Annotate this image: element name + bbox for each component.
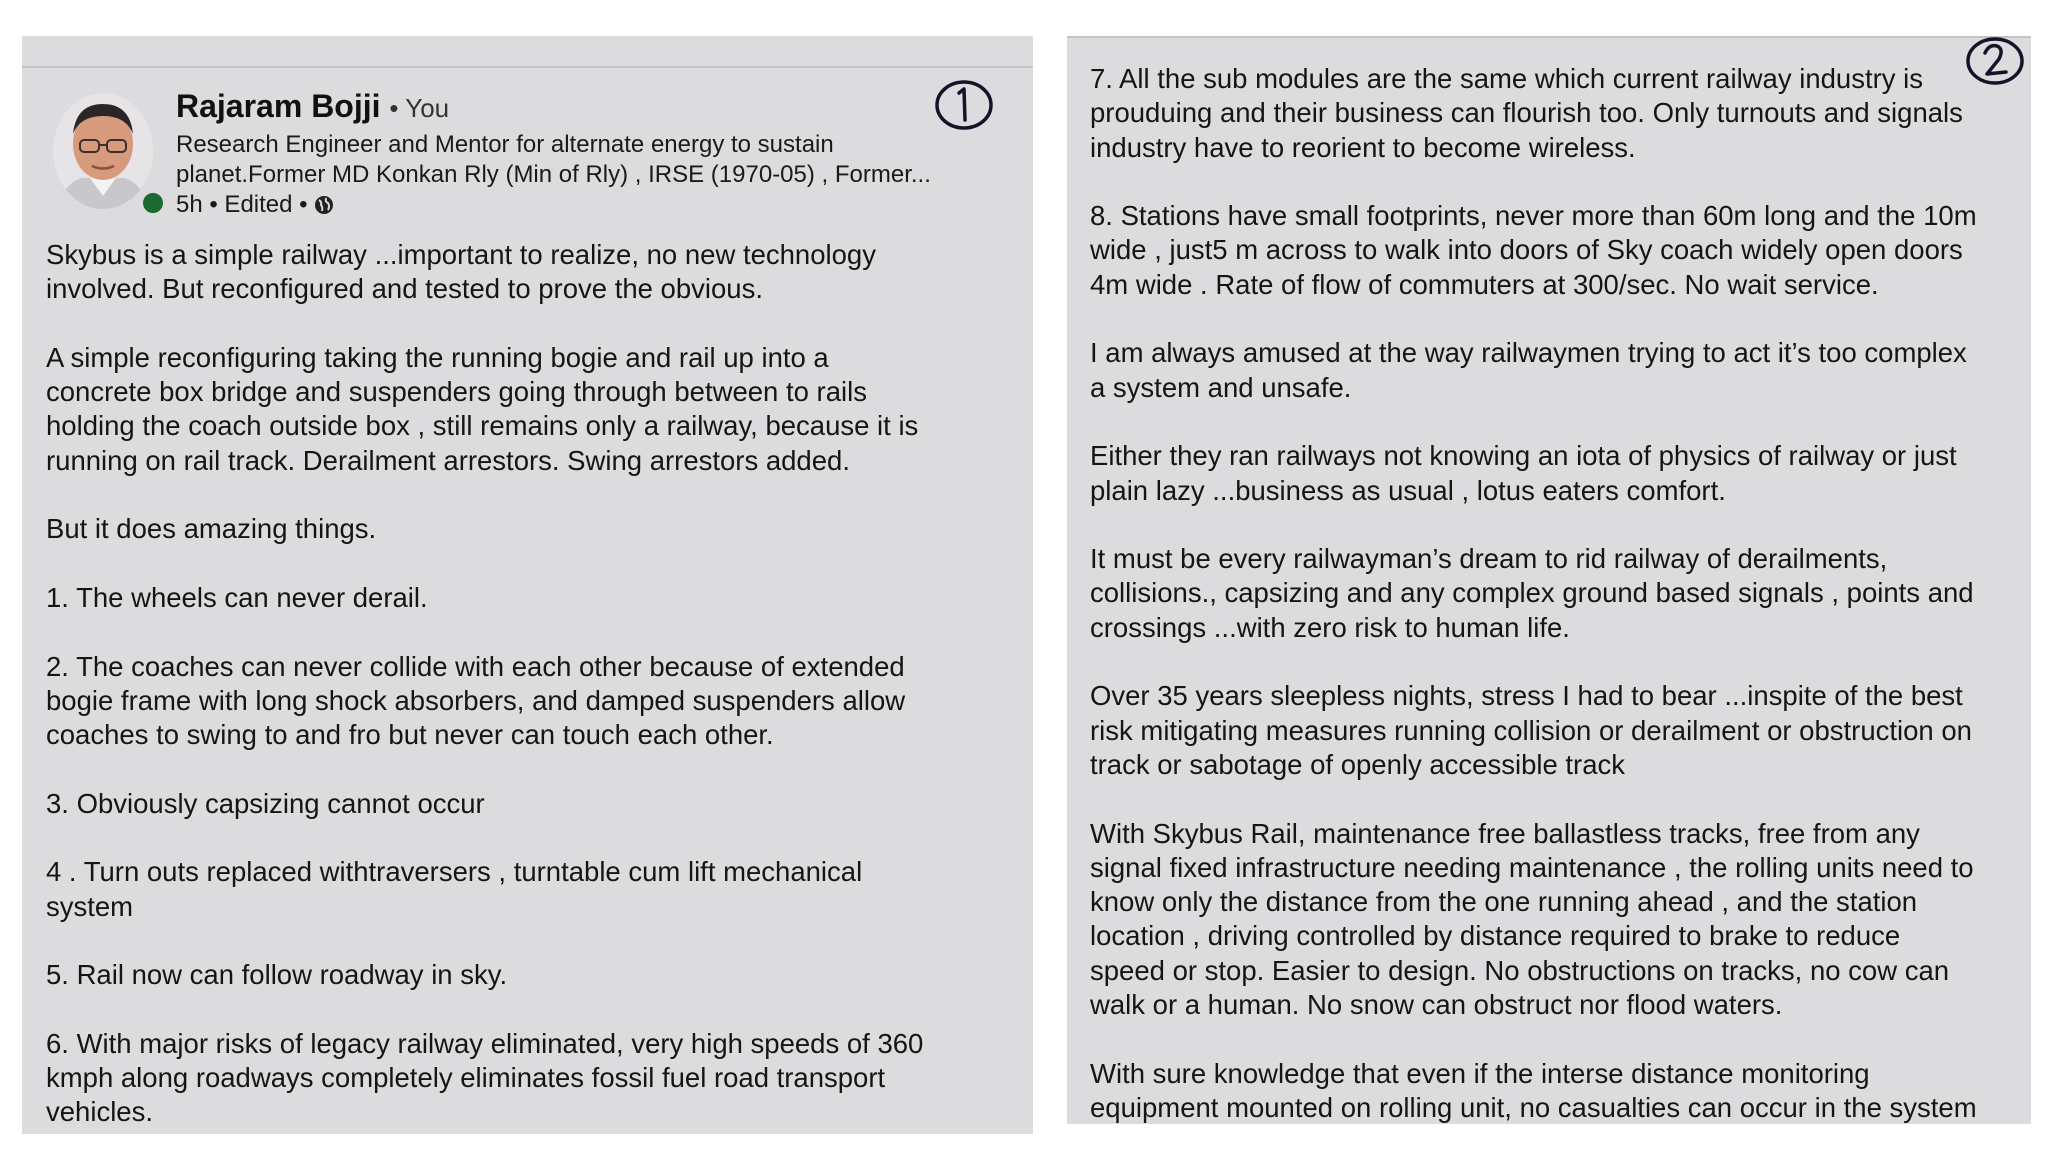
text-line: signal fixed infrastructure needing maintenance , the rolling units need to: [1090, 851, 1974, 883]
post-panel-1: [22, 36, 1033, 1134]
text-line: I am always amused at the way railwaymen trying to act it’s too complex: [1090, 337, 1967, 369]
text-line: running on rail track. Derailment arrestors. Swing arrestors added.: [46, 444, 850, 476]
paragraph: [1090, 817, 2030, 1023]
text-line: 7. All the sub modules are the same which current railway industry is: [1090, 63, 1924, 94]
text-line: location , driving controlled by distance required to brake to reduce: [1090, 920, 1901, 952]
avatar[interactable]: [52, 92, 154, 210]
text-line: 8. Stations have small footprints, never more than 60m long and the 10m: [1090, 200, 1977, 232]
headline-line: Research Engineer and Mentor for alternate energy to sustain: [176, 131, 834, 158]
paragraph: [46, 958, 1026, 992]
text-line: With sure knowledge that even if the interse distance monitoring: [1090, 1057, 1870, 1089]
text-line: It must be every railwayman’s dream to rid railway of derailments,: [1090, 543, 1888, 575]
text-line: 6. With major risks of legacy railway eliminated, very high speeds of 360: [46, 1027, 924, 1059]
text-line: Over 35 years sleepless nights, stress I had to bear ...inspite of the best: [1090, 680, 1963, 712]
text-line: industry have to reorient to become wireless.: [1090, 131, 1636, 163]
text-line: wide , just5 m across to walk into doors of Sky coach widely open doors: [1090, 234, 1963, 266]
text-line: 1. The wheels can never derail.: [46, 581, 428, 613]
headline-line: planet.Former MD Konkan Rly (Min of Rly) , IRSE (1970-05) , Former...: [176, 161, 931, 188]
paragraph: [46, 512, 1026, 546]
paragraph: [1090, 199, 2030, 302]
globe-icon: [314, 195, 334, 215]
author-row: [176, 86, 1016, 128]
text-line: 4m wide . Rate of flow of commuters at 300/sec. No wait service.: [1090, 268, 1879, 300]
post-body: [46, 238, 1026, 1134]
text-line: a system and unsafe.: [1090, 371, 1352, 403]
paragraph: [46, 581, 1026, 615]
post-meta: [176, 190, 1016, 220]
post-panel-2: [1067, 36, 2031, 1124]
author-name[interactable]: Rajaram Bojji: [176, 88, 381, 124]
text-line: collisions., capsizing and any complex ground based signals , points and: [1090, 577, 1974, 609]
text-line: crossings ...with zero risk to human life.: [1090, 611, 1570, 643]
paragraph: [1090, 679, 2030, 782]
text-line: concrete box bridge and suspenders going through between to rails: [46, 376, 867, 408]
text-line: bogie frame with long shock absorbers, and damped suspenders allow: [46, 684, 906, 716]
page-marker-1: [932, 76, 996, 134]
text-line: know only the distance from the one running ahead , and the station: [1090, 886, 1918, 918]
paragraph: [46, 1027, 1026, 1130]
text-line: coaches to swing to and fro but never can touch each other.: [46, 719, 774, 751]
paragraph: [1090, 62, 2030, 165]
paragraph: [1090, 1057, 2030, 1124]
paragraph: [46, 787, 1026, 821]
text-line: 5. Rail now can follow roadway in sky.: [46, 959, 508, 991]
text-line: Either they ran railways not knowing an iota of physics of railway or just: [1090, 440, 1957, 472]
paragraph: [46, 238, 1026, 307]
text-line: kmph along roadways completely eliminates fossil fuel road transport: [46, 1062, 886, 1094]
text-line: system: [46, 890, 134, 922]
divider: [22, 66, 1033, 68]
text-line: A simple reconfiguring taking the running bogie and rail up into a: [46, 341, 829, 373]
text-line: vehicles.: [46, 1096, 153, 1128]
text-line: walk or a human. No snow can obstruct nor flood waters.: [1090, 989, 1783, 1021]
post-header: [176, 86, 1016, 220]
text-line: speed or stop. Easier to design. No obstructions on tracks, no cow can: [1090, 954, 1950, 986]
text-line: involved. But reconfigured and tested to prove the obvious.: [46, 273, 763, 305]
text-line: With Skybus Rail, maintenance free ballastless tracks, free from any: [1090, 817, 1920, 849]
text-line: risk mitigating measures running collision or derailment or obstruction on: [1090, 714, 1972, 746]
text-line: equipment mounted on rolling unit, no casualties can occur in the system: [1090, 1091, 1977, 1123]
text-line: holding the coach outside box , still remains only a railway, because it is: [46, 410, 919, 442]
text-line: track or sabotage of openly accessible track: [1090, 748, 1626, 780]
post-body-continued: [1090, 62, 2030, 1124]
text-line: Skybus is a simple railway ...important to realize, no new technology: [46, 239, 876, 270]
divider: [1067, 36, 2031, 38]
text-line: plain lazy ...business as usual , lotus eaters comfort.: [1090, 474, 1726, 506]
paragraph: [46, 650, 1026, 753]
paragraph: [46, 855, 1026, 924]
paragraph: [46, 341, 1026, 478]
author-headline: [176, 130, 1016, 190]
text-line: But it does amazing things.: [46, 513, 377, 545]
paragraph: [1090, 542, 2030, 645]
paragraph: [1090, 336, 2030, 405]
paragraph: [1090, 439, 2030, 508]
text-line: prouduing and their business can flourish too. Only turnouts and signals: [1090, 97, 1963, 129]
online-status-icon: [140, 190, 166, 216]
text-line: 3. Obviously capsizing cannot occur: [46, 787, 485, 819]
you-tag: • You: [389, 93, 450, 123]
post-time: 5h • Edited •: [176, 191, 308, 218]
text-line: 4 . Turn outs replaced withtraversers , turntable cum lift mechanical: [46, 856, 863, 888]
text-line: 2. The coaches can never collide with each other because of extended: [46, 650, 905, 682]
